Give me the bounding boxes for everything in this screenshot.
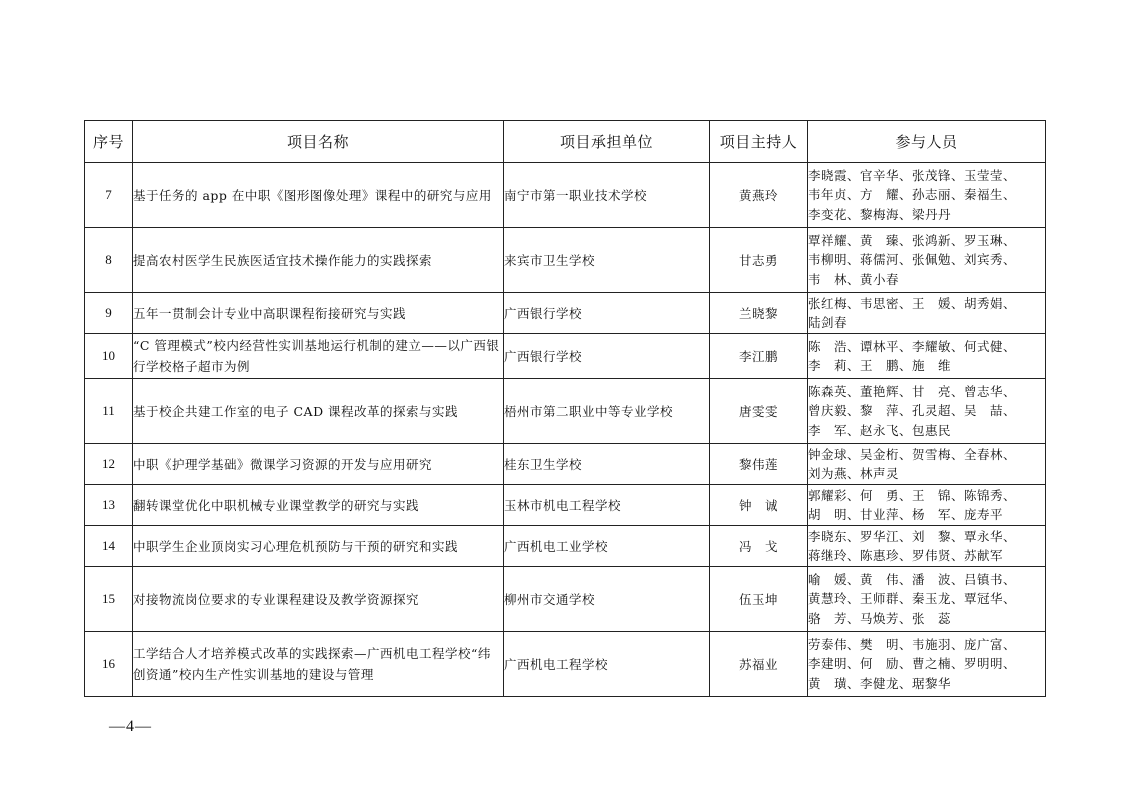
row-number: 8	[85, 228, 133, 293]
project-unit: 梧州市第二职业中等专业学校	[504, 379, 710, 444]
participants	[808, 293, 1046, 334]
project-name: 中职学生企业顶岗实习心理危机预防与干预的研究和实践	[133, 526, 504, 567]
project-unit: 广西银行学校	[504, 293, 710, 334]
project-unit: 柳州市交通学校	[504, 567, 710, 632]
participant-line: 劳泰伟、樊 明、韦施羽、庞广富、	[808, 636, 1017, 652]
table-row	[85, 379, 1046, 444]
project-unit: 广西银行学校	[504, 334, 710, 379]
table-row	[85, 334, 1046, 379]
row-number: 11	[85, 379, 133, 444]
project-host: 伍玉坤	[710, 567, 808, 632]
participant-line: 李晓霞、官辛华、张茂锋、玉莹莹、	[808, 167, 1017, 183]
project-unit: 南宁市第一职业技术学校	[504, 163, 710, 228]
row-number: 16	[85, 632, 133, 697]
project-name: 五年一贯制会计专业中高职课程衔接研究与实践	[133, 293, 504, 334]
participants	[808, 632, 1046, 697]
project-unit: 桂东卫生学校	[504, 444, 710, 485]
participant-line: 李 军、赵永飞、包惠民	[808, 422, 952, 438]
participant-line: 李建明、何 励、曹之楠、罗明明、	[808, 656, 1017, 672]
project-name: 基于校企共建工作室的电子 CAD 课程改革的探索与实践	[133, 379, 504, 444]
participant-line: 钟金球、吴金桁、贺雪梅、全春林、	[808, 446, 1017, 462]
header-project-name: 项目名称	[133, 121, 504, 163]
participants	[808, 379, 1046, 444]
project-host: 黎伟莲	[710, 444, 808, 485]
project-unit: 玉林市机电工程学校	[504, 485, 710, 526]
participants	[808, 163, 1046, 228]
row-number: 7	[85, 163, 133, 228]
project-name: 中职《护理学基础》微课学习资源的开发与应用研究	[133, 444, 504, 485]
table-row	[85, 567, 1046, 632]
row-number: 14	[85, 526, 133, 567]
participants	[808, 228, 1046, 293]
participant-line: 韦 林、黄小春	[808, 271, 900, 287]
header-participants: 参与人员	[808, 121, 1046, 163]
header-unit: 项目承担单位	[504, 121, 710, 163]
project-unit: 广西机电工业学校	[504, 526, 710, 567]
participant-line: 喻 媛、黄 伟、潘 波、吕镇书、	[808, 571, 1017, 587]
project-host: 钟 诚	[710, 485, 808, 526]
participant-line: 骆 芳、马焕芳、张 蕊	[808, 610, 952, 626]
row-number: 13	[85, 485, 133, 526]
project-table	[84, 120, 1046, 697]
table-row	[85, 228, 1046, 293]
participant-line: 郭耀彩、何 勇、王 锦、陈锦秀、	[808, 487, 1017, 503]
participant-line: 韦年贞、方 耀、孙志丽、秦福生、	[808, 187, 1017, 203]
page-number: —4—	[109, 718, 152, 735]
project-unit: 来宾市卫生学校	[504, 228, 710, 293]
participant-line: 蒋继玲、陈惠珍、罗伟贤、苏献军	[808, 548, 1004, 563]
project-name: 翻转课堂优化中职机械专业课堂教学的研究与实践	[133, 485, 504, 526]
project-host: 兰晓黎	[710, 293, 808, 334]
participants	[808, 485, 1046, 526]
table-row	[85, 163, 1046, 228]
table-row	[85, 632, 1046, 697]
row-number: 15	[85, 567, 133, 632]
participant-line: 刘为燕、林声灵	[808, 466, 900, 481]
participant-line: 陈 浩、谭林平、李耀敏、何式健、	[808, 338, 1017, 354]
project-host: 黄燕玲	[710, 163, 808, 228]
row-number: 12	[85, 444, 133, 485]
participant-line: 黄 璜、李健龙、琚黎华	[808, 675, 952, 691]
participant-line: 曾庆毅、黎 萍、孔灵超、吴 喆、	[808, 403, 1017, 419]
project-name: “C 管理模式”校内经营性实训基地运行机制的建立——以广西银行学校格子超市为例	[133, 334, 504, 379]
participant-line: 李晓东、罗华江、刘 黎、覃永华、	[808, 528, 1017, 544]
project-host: 唐雯雯	[710, 379, 808, 444]
project-name: 基于任务的 app 在中职《图形图像处理》课程中的研究与应用	[133, 163, 504, 228]
row-number: 9	[85, 293, 133, 334]
project-name: 提高农村医学生民族医适宜技术操作能力的实践探索	[133, 228, 504, 293]
participants	[808, 444, 1046, 485]
project-host: 甘志勇	[710, 228, 808, 293]
project-name: 工学结合人才培养模式改革的实践探索—广西机电工程学校“纬创资通”校内生产性实训基地的建设与管理	[133, 632, 504, 697]
table-row	[85, 485, 1046, 526]
participant-line: 胡 明、甘业萍、杨 军、庞寿平	[808, 507, 1004, 522]
participant-line: 陆剑春	[808, 315, 848, 330]
participants	[808, 526, 1046, 567]
table-row	[85, 526, 1046, 567]
participant-line: 陈森英、董艳辉、甘 亮、曾志华、	[808, 383, 1017, 399]
participant-line: 李变花、黎梅海、梁丹丹	[808, 206, 952, 222]
participant-line: 覃祥耀、黄 臻、张鸿新、罗玉琳、	[808, 232, 1017, 248]
row-number: 10	[85, 334, 133, 379]
project-name: 对接物流岗位要求的专业课程建设及教学资源探究	[133, 567, 504, 632]
participant-line: 张红梅、韦思密、王 媛、胡秀娟、	[808, 295, 1017, 311]
project-host: 李江鹏	[710, 334, 808, 379]
project-unit: 广西机电工程学校	[504, 632, 710, 697]
table-row	[85, 293, 1046, 334]
participants	[808, 334, 1046, 379]
table-header-row	[85, 121, 1046, 163]
header-number: 序号	[85, 121, 133, 163]
participant-line: 韦柳明、蒋儒河、张佩勉、刘宾秀、	[808, 252, 1017, 268]
project-host: 苏福业	[710, 632, 808, 697]
participants	[808, 567, 1046, 632]
participant-line: 李 莉、王 鹏、施 维	[808, 358, 952, 373]
participant-line: 黄慧玲、王师群、秦玉龙、覃冠华、	[808, 591, 1017, 607]
project-host: 冯 戈	[710, 526, 808, 567]
table-body	[85, 163, 1046, 697]
header-host: 项目主持人	[710, 121, 808, 163]
table-row	[85, 444, 1046, 485]
